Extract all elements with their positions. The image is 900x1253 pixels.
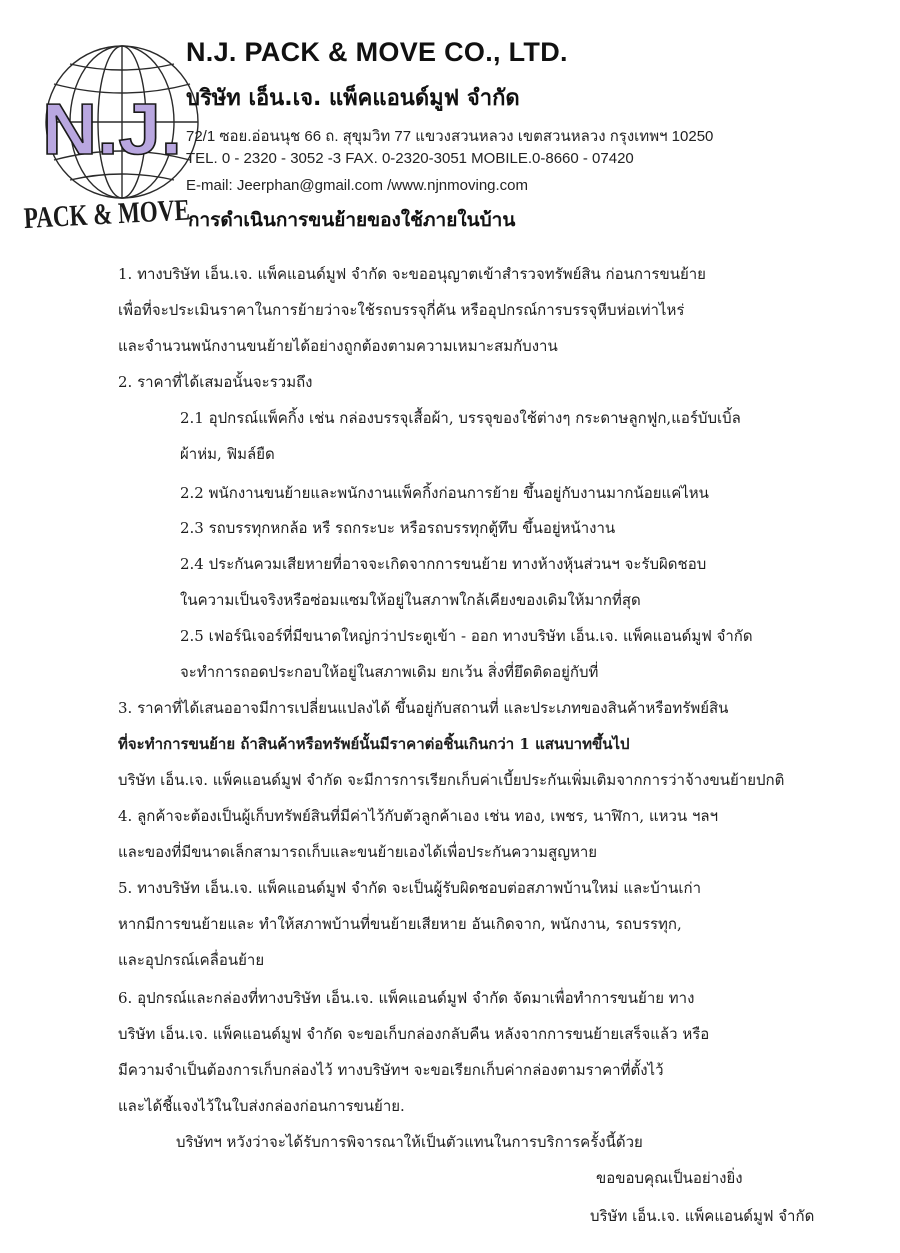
- item-3-line-1: 3. ราคาที่ได้เสนออาจมีการเปลี่ยนแปลงได้ ขึ้นอยู่กับสถานที่ และประเภทของสินค้าหรือทรัพย์สิน: [118, 699, 729, 717]
- item-2-5-line-2: จะทำการถอดประกอบให้อยู่ในสภาพเดิม ยกเว้น สิ่งที่ยึดติดอยู่กับที่: [180, 663, 599, 681]
- item-3-line-2: ที่จะทำการขนย้าย ถ้าสินค้าหรือทรัพย์นั้นมีราคาต่อชิ้นเกินกว่า 1 แสนบาทขึ้นไป: [118, 735, 630, 753]
- item-2-5-line-1: 2.5 เฟอร์นิเจอร์ที่มีขนาดใหญ่กว่าประตูเข้า - ออก ทางบริษัท เอ็น.เจ. แพ็คแอนด์มูฟ จำกัด: [180, 627, 753, 645]
- document-title: การดำเนินการขนย้ายของใช้ภายในบ้าน: [188, 209, 516, 231]
- logo-text-nj: N.J.: [42, 90, 182, 170]
- item-5-line-1: 5. ทางบริษัท เอ็น.เจ. แพ็คแอนด์มูฟ จำกัด จะเป็นผู้รับผิดชอบต่อสภาพบ้านใหม่ และบ้านเก่า: [118, 879, 702, 897]
- logo-text-pack-move: PACK & MOVE: [23, 190, 241, 236]
- item-1-line-2: เพื่อที่จะประเมินราคาในการย้ายว่าจะใช้รถบรรจุกี่คัน หรืออุปกรณ์การบรรจุหีบห่อเท่าไหร่: [118, 301, 685, 319]
- company-logo: [22, 28, 241, 238]
- item-2-3: 2.3 รถบรรทุกหกล้อ หรื รถกระบะ หรือรถบรรทุกตู้ทึบ ขึ้นอยู่หน้างาน: [180, 519, 616, 537]
- item-5-line-2: หากมีการขนย้ายและ ทำให้สภาพบ้านที่ขนย้ายเสียหาย อันเกิดจาก, พนักงาน, รถบรรทุก,: [118, 915, 682, 933]
- item-4-line-1: 4. ลูกค้าจะต้องเป็นผู้เก็บทรัพย์สินที่มีค่าไว้กับตัวลูกค้าเอง เช่น ทอง, เพชร, นาฬิกา, แหวน ฯลฯ: [118, 807, 718, 825]
- signature-company: บริษัท เอ็น.เจ. แพ็คแอนด์มูฟ จำกัด: [590, 1207, 815, 1225]
- closing-text: บริษัทฯ หวังว่าจะได้รับการพิจารณาให้เป็นตัวแทนในการบริการครั้งนี้ด้วย: [176, 1133, 643, 1151]
- item-5-line-3: และอุปกรณ์เคลื่อนย้าย: [118, 951, 265, 969]
- company-address: 72/1 ซอย.อ่อนนุช 66 ถ. สุขุมวิท 77 แขวงสวนหลวง เขตสวนหลวง กรุงเทพฯ 10250: [186, 128, 714, 145]
- item-2-1-line-1: 2.1 อุปกรณ์แพ็คกิ้ง เช่น กล่องบรรจุเสื้อผ้า, บรรจุของใช้ต่างๆ กระดาษลูกฟูก,แอร์บับเบิ้ล: [180, 409, 741, 427]
- item-2-heading: 2. ราคาที่ได้เสมอนั้นจะรวมถึง: [118, 373, 313, 391]
- item-6-line-4: และได้ชี้แจงไว้ในใบส่งกล่องก่อนการขนย้าย.: [118, 1097, 405, 1115]
- item-2-4-line-1: 2.4 ประกันควมเสียหายที่อาจจะเกิดจากการขนย้าย ทางห้างหุ้นส่วนฯ จะรับผิดชอบ: [180, 555, 707, 573]
- company-name-en: N.J. PACK & MOVE CO., LTD.: [186, 37, 568, 67]
- item-6-line-1: 6. อุปกรณ์และกล่องที่ทางบริษัท เอ็น.เจ. แพ็คแอนด์มูฟ จำกัด จัดมาเพื่อทำการขนย้าย ทาง: [118, 989, 695, 1007]
- company-name-th: บริษัท เอ็น.เจ. แพ็คแอนด์มูฟ จำกัด: [186, 86, 520, 111]
- item-6-line-3: มีความจำเป็นต้องการเก็บกล่องไว้ ทางบริษัทฯ จะขอเรียกเก็บค่ากล่องตามราคาที่ตั้งไว้: [118, 1061, 664, 1079]
- item-6-line-2: บริษัท เอ็น.เจ. แพ็คแอนด์มูฟ จำกัด จะขอเก็บกล่องกลับคืน หลังจากการขนย้ายเสร็จแล้ว หรือ: [118, 1025, 710, 1043]
- item-3-line-3: บริษัท เอ็น.เจ. แพ็คแอนด์มูฟ จำกัด จะมีการการเรียกเก็บค่าเบี้ยประกันเพิ่มเติมจากการว่าจ้างขนย้ายปกติ: [118, 771, 785, 789]
- item-1-line-1: 1. ทางบริษัท เอ็น.เจ. แพ็คแอนด์มูฟ จำกัด จะขออนุญาตเข้าสำรวจทรัพย์สิน ก่อนการขนย้าย: [118, 265, 706, 283]
- company-phones: TEL. 0 - 2320 - 3052 -3 FAX. 0-2320-3051 MOBILE.0-8660 - 07420: [186, 150, 634, 167]
- item-2-1-line-2: ผ้าห่ม, ฟิมล์ยืด: [180, 445, 275, 463]
- company-contact: E-mail: Jeerphan@gmail.com /www.njnmoving.com: [186, 177, 529, 194]
- item-1-line-3: และจำนวนพนักงานขนย้ายได้อย่างถูกต้องตามความเหมาะสมกับงาน: [118, 337, 558, 355]
- item-4-line-2: และของที่มีขนาดเล็กสามารถเก็บและขนย้ายเองได้เพื่อประกันความสูญหาย: [118, 843, 598, 861]
- item-2-2: 2.2 พนักงานขนย้ายและพนักงานแพ็คกิ้งก่อนการย้าย ขึ้นอยู่กับงานมากน้อยแค่ไหน: [180, 484, 709, 502]
- thanks-text: ขอขอบคุณเป็นอย่างยิ่ง: [596, 1169, 743, 1187]
- item-2-4-line-2: ในความเป็นจริงหรือซ่อมแซมให้อยู่ในสภาพใกล้เคียงของเดิมให้มากที่สุด: [180, 591, 641, 609]
